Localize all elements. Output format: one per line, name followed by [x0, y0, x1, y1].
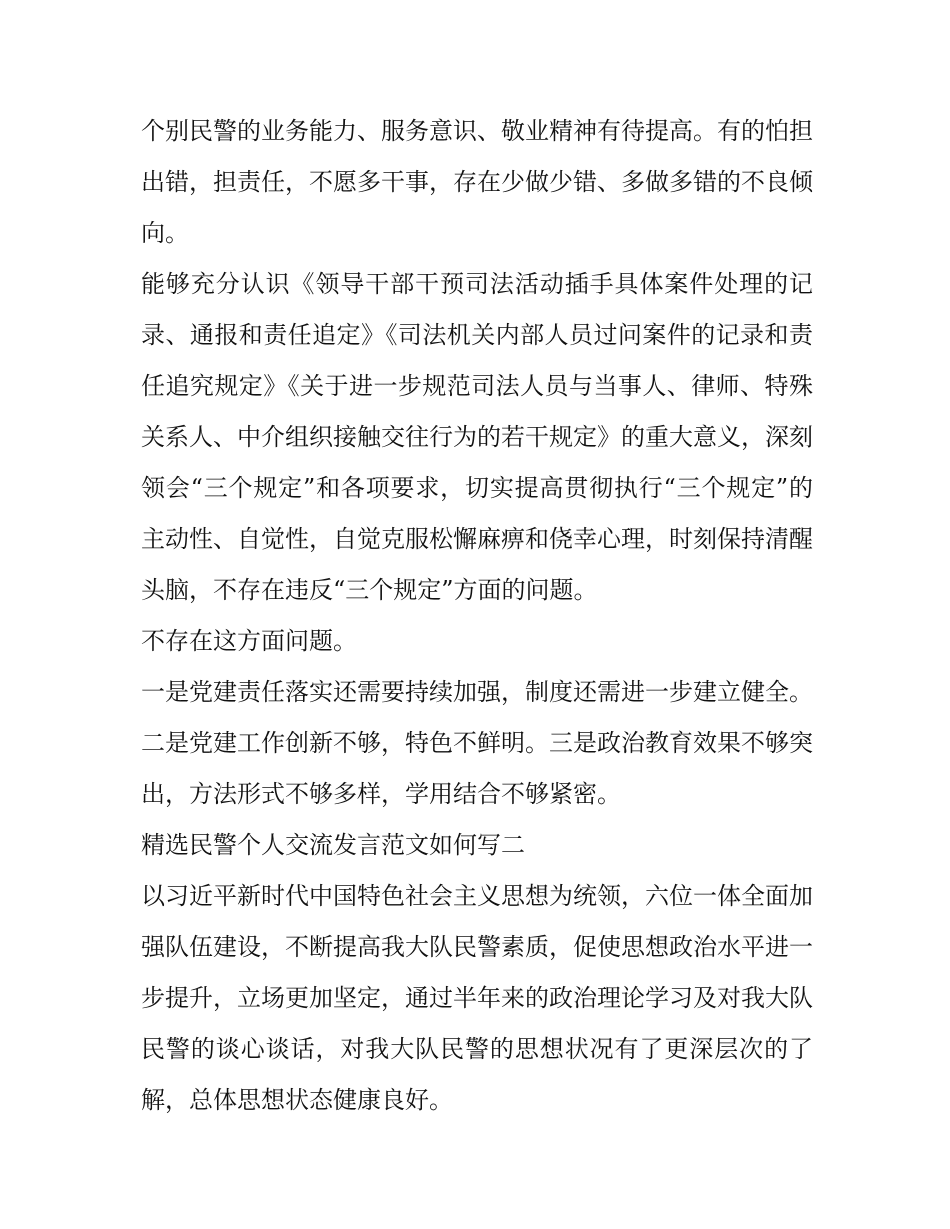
document-body — [141, 106, 813, 1126]
section-heading: 精选民警个人交流发言范文如何写二 — [141, 831, 525, 859]
paragraph-3: 不存在这方面问题。 — [141, 627, 357, 655]
paragraph-4: 一是党建责任落实还需要持续加强，制度还需进一步建立健全。二是党建工作创新不够，特色不鲜明。三是政治教育效果不够突出，方法形式不够多样，学用结合不够紧密。 — [141, 678, 813, 808]
paragraph-1: 个别民警的业务能力、服务意识、敬业精神有待提高。有的怕担出错，担责任，不愿多干事，存在少做少错、多做多错的不良倾向。 — [141, 117, 813, 247]
paragraph-5: 以习近平新时代中国特色社会主义思想为统领，六位一体全面加强队伍建设，不断提高我大队民警素质，促使思想政治水平进一步提升，立场更加坚定，通过半年来的政治理论学习及对我大队民警的谈心谈话，对我大队民警的思想状况有了更深层次的了解，总体思想状态健康良好。 — [141, 882, 813, 1114]
paragraph-2: 能够充分认识《领导干部干预司法活动插手具体案件处理的记录、通报和责任追定》《司法机关内部人员过问案件的记录和责任追究规定》《关于进一步规范司法人员与当事人、律师、特殊关系人、中介组织接触交往行为的若干规定》的重大意义，深刻领会“三个规定”和各项要求，切实提高贯彻执行“三个规定”的主动性、自觉性，自觉克服松懈麻痹和侥幸心理，时刻保持清醒头脑，不存在违反“三个规定”方面的问题。 — [141, 270, 813, 604]
